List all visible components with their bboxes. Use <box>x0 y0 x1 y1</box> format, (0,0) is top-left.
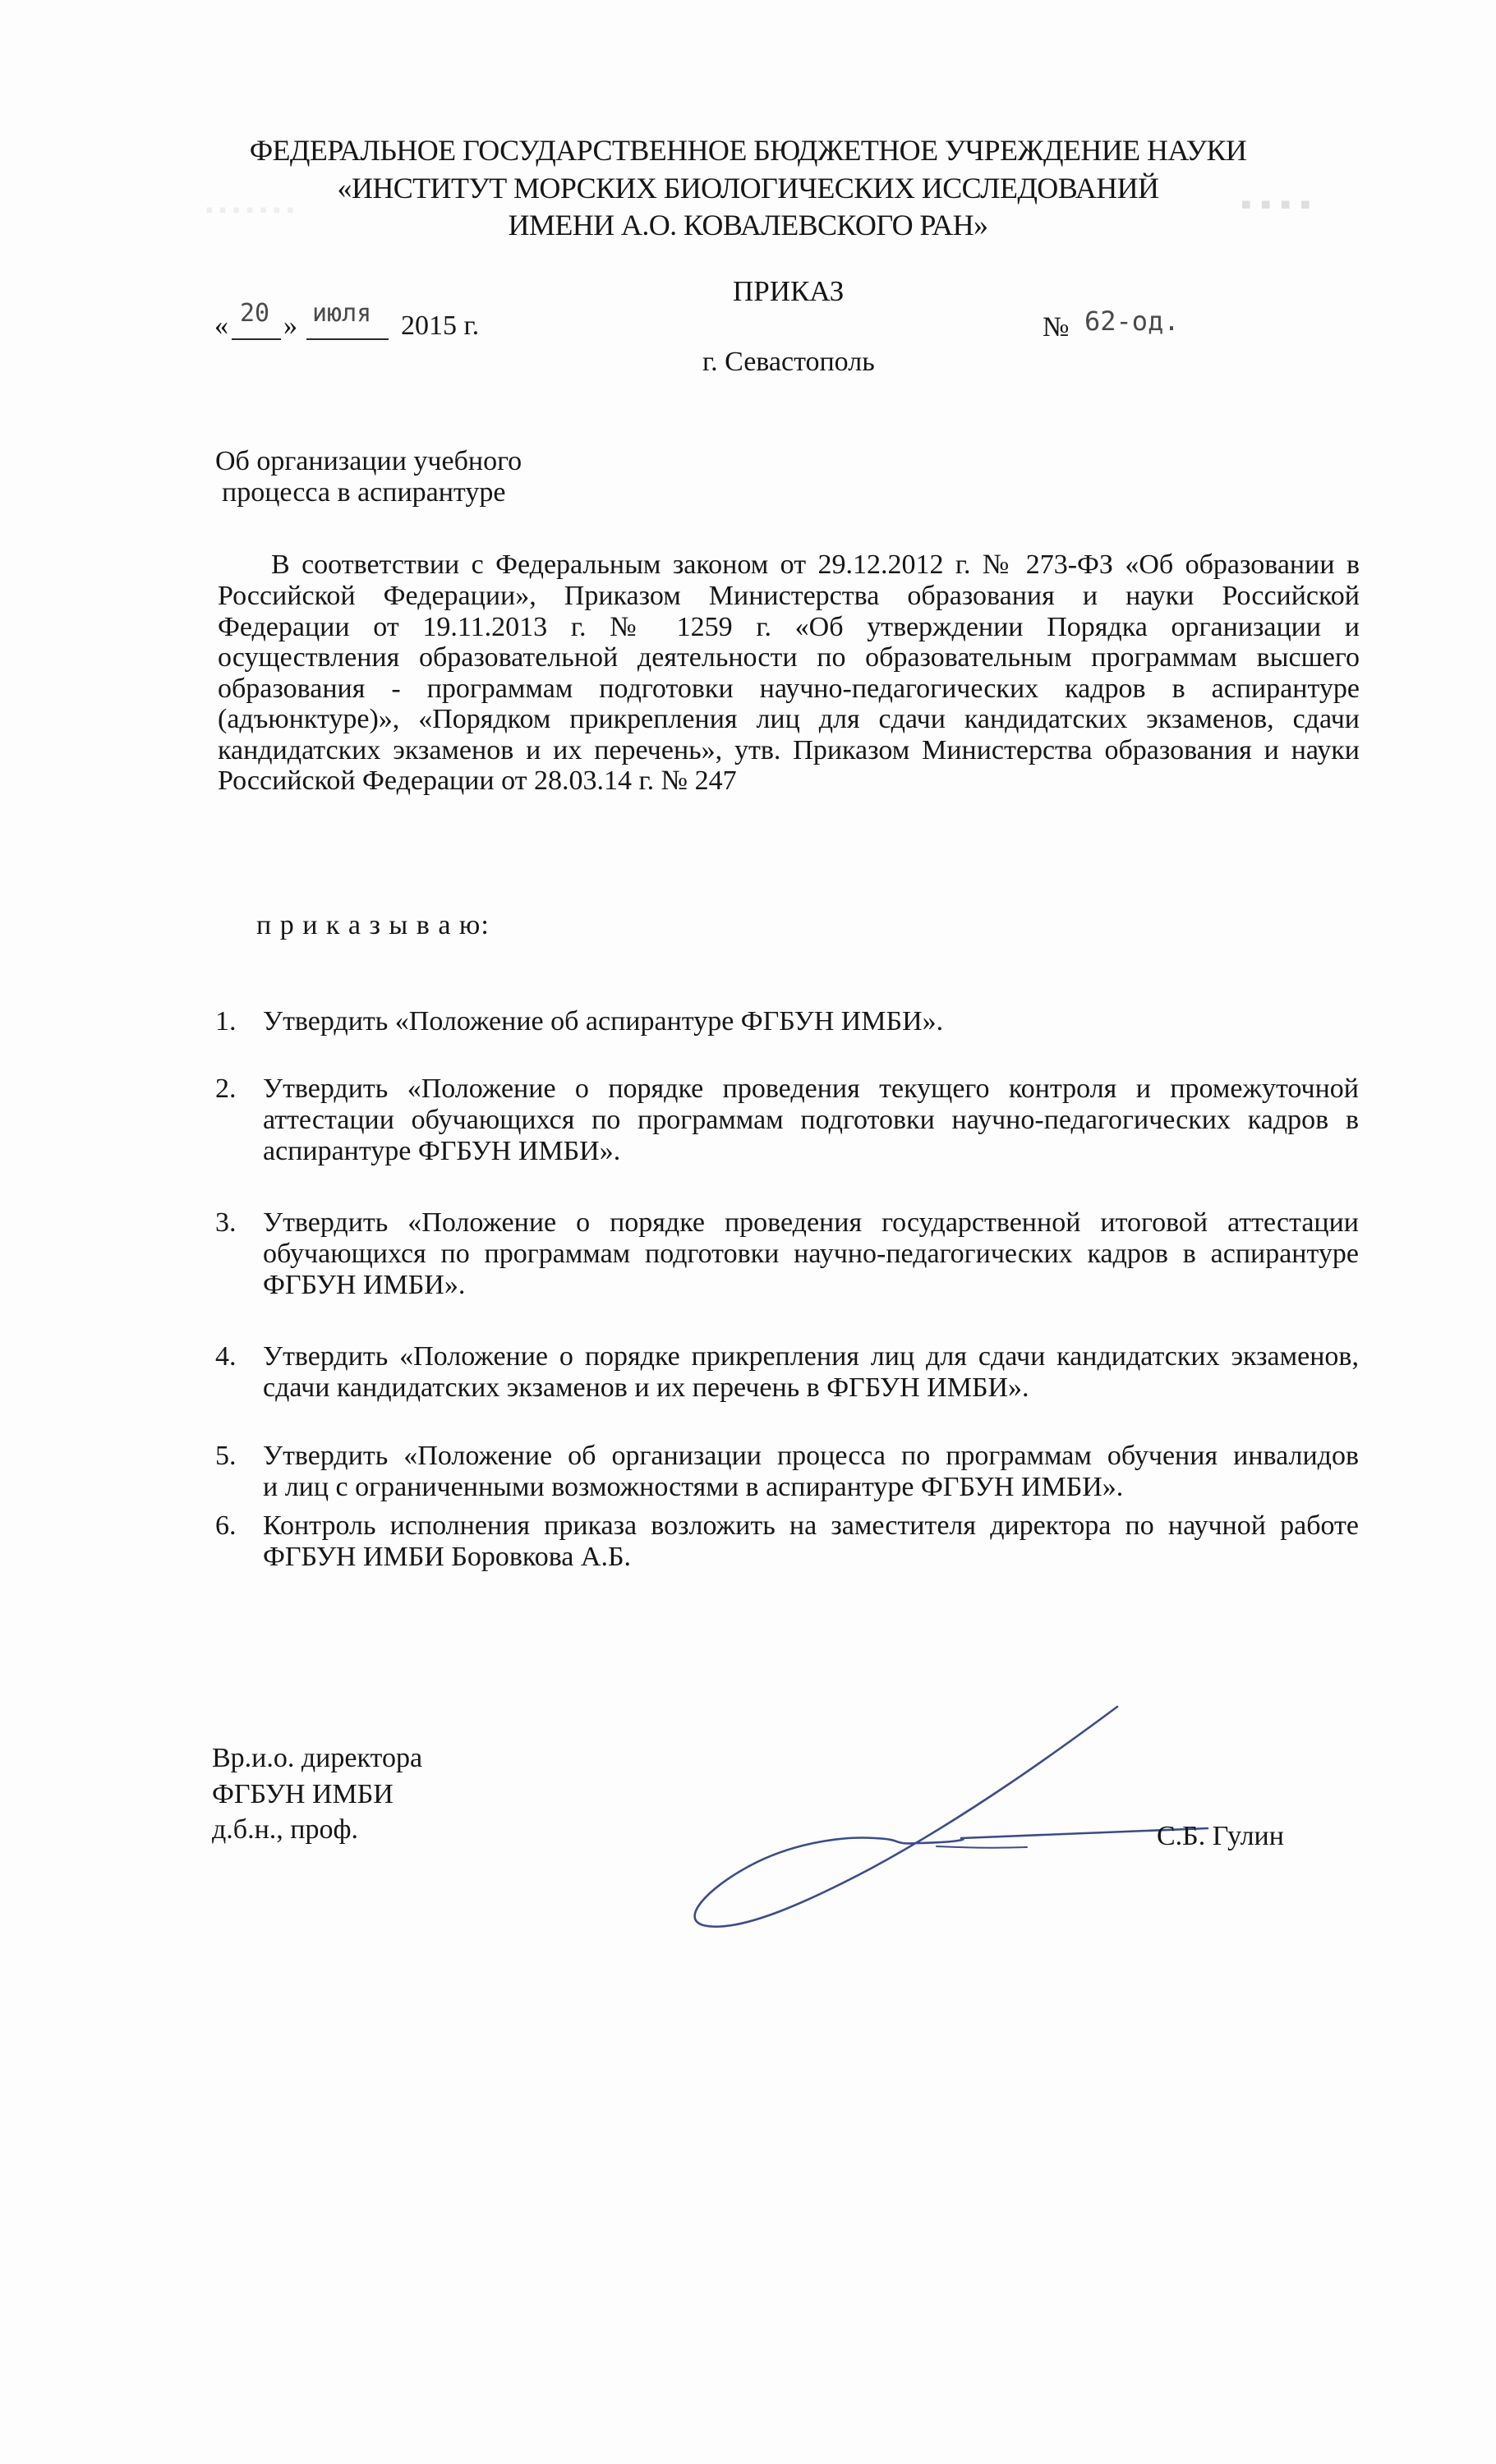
preamble-line: образования - программам подготовки научно-педагогических кадров в аспирантуре <box>218 673 1360 704</box>
item-line: и лиц с ограниченными возможностями в аспирантуре ФГБУН ИМБИ». <box>263 1472 1124 1502</box>
handwritten-signature <box>674 1692 1249 1938</box>
signer-position-line-3: д.б.н., проф. <box>212 1814 359 1845</box>
preamble-line: осуществления образовательной деятельности по образовательным программам высшего <box>218 642 1360 673</box>
date-day: 20 <box>240 299 270 328</box>
date-close-quote: » <box>283 310 297 341</box>
date-year: 2015 г. <box>401 310 480 341</box>
item-number: 6. <box>215 1510 237 1541</box>
number-sign: № <box>1043 312 1070 342</box>
item-line: Контроль исполнения приказа возложить на заместителя директора по научной работе <box>263 1510 1359 1541</box>
item-number: 3. <box>215 1207 237 1238</box>
city: г. Севастополь <box>702 347 875 377</box>
item-line: Утвердить «Положение о порядке прикрепления лиц для сдачи кандидатских экзаменов, <box>263 1341 1359 1372</box>
org-name-line-2: «ИНСТИТУТ МОРСКИХ БИОЛОГИЧЕСКИХ ИССЛЕДОВАНИЙ <box>337 172 1159 205</box>
item-line: сдачи кандидатских экзаменов и их перечень в ФГБУН ИМБИ». <box>263 1372 1029 1403</box>
item-line: Утвердить «Положение об аспирантуре ФГБУН ИМБИ». <box>263 1006 944 1037</box>
date-open-quote: « <box>214 310 228 341</box>
item-line: аспирантуре ФГБУН ИМБИ». <box>263 1136 621 1166</box>
document-title: ПРИКАЗ <box>733 275 845 307</box>
org-name-line-1: ФЕДЕРАЛЬНОЕ ГОСУДАРСТВЕННОЕ БЮДЖЕТНОЕ УЧРЕЖДЕНИЕ НАУКИ <box>249 134 1247 167</box>
bleed-through-mark: ▪ ▪ ▪ ▪ <box>1241 187 1311 222</box>
item-line: ФГБУН ИМБИ». <box>263 1270 466 1300</box>
day-underline <box>232 338 281 340</box>
order-word: п р и к а з ы в а ю: <box>256 910 490 940</box>
preamble-line: В соответствии с Федеральным законом от 29.12.2012 г. № 273-ФЗ «Об образовании в <box>271 549 1360 580</box>
subject-line-1: Об организации учебного <box>215 446 522 476</box>
bleed-through-mark: ▪ ▪ ▪ ▪ ▪ ▪ ▪ <box>205 197 294 222</box>
org-name-line-3: ИМЕНИ А.О. КОВАЛЕВСКОГО РАН» <box>508 209 988 241</box>
signer-position-line-2: ФГБУН ИМБИ <box>212 1779 394 1809</box>
preamble-line: Российской Федерации от 28.03.14 г. № 247 <box>218 765 737 796</box>
item-line: обучающихся по программам подготовки научно-педагогических кадров в аспирантуре <box>263 1239 1359 1269</box>
item-number: 4. <box>215 1341 237 1372</box>
item-line: ФГБУН ИМБИ Боровкова А.Б. <box>263 1542 631 1572</box>
item-line: Утвердить «Положение о порядке проведения государственной итоговой аттестации <box>263 1207 1359 1238</box>
item-number: 5. <box>215 1441 237 1471</box>
item-number: 2. <box>215 1073 237 1104</box>
number-value: 62-од. <box>1084 306 1180 337</box>
item-line: аттестации обучающихся по программам подготовки научно-педагогических кадров в <box>263 1105 1359 1135</box>
preamble-line: Российской Федерации», Приказом Министерства образования и науки Российской <box>218 581 1360 611</box>
signer-name: С.Б. Гулин <box>1157 1821 1284 1851</box>
item-line: Утвердить «Положение о порядке проведения текущего контроля и промежуточной <box>263 1073 1359 1104</box>
subject-line-2: процесса в аспирантуре <box>222 477 506 508</box>
preamble-line: (адъюнктуре)», «Порядком прикрепления лиц для сдачи кандидатских экзаменов, сдачи <box>218 704 1360 734</box>
signer-position-line-1: Вр.и.о. директора <box>212 1743 423 1773</box>
preamble-line: Федерации от 19.11.2013 г. № 1259 г. «Об утверждении Порядка организации и <box>218 612 1360 642</box>
month-underline <box>306 338 389 340</box>
item-number: 1. <box>215 1006 237 1037</box>
date-month: июля <box>312 299 372 328</box>
preamble-line: кандидатских экзаменов и их перечень», утв. Приказом Министерства образования и науки <box>218 735 1360 765</box>
item-line: Утвердить «Положение об организации процесса по программам обучения инвалидов <box>263 1441 1359 1471</box>
